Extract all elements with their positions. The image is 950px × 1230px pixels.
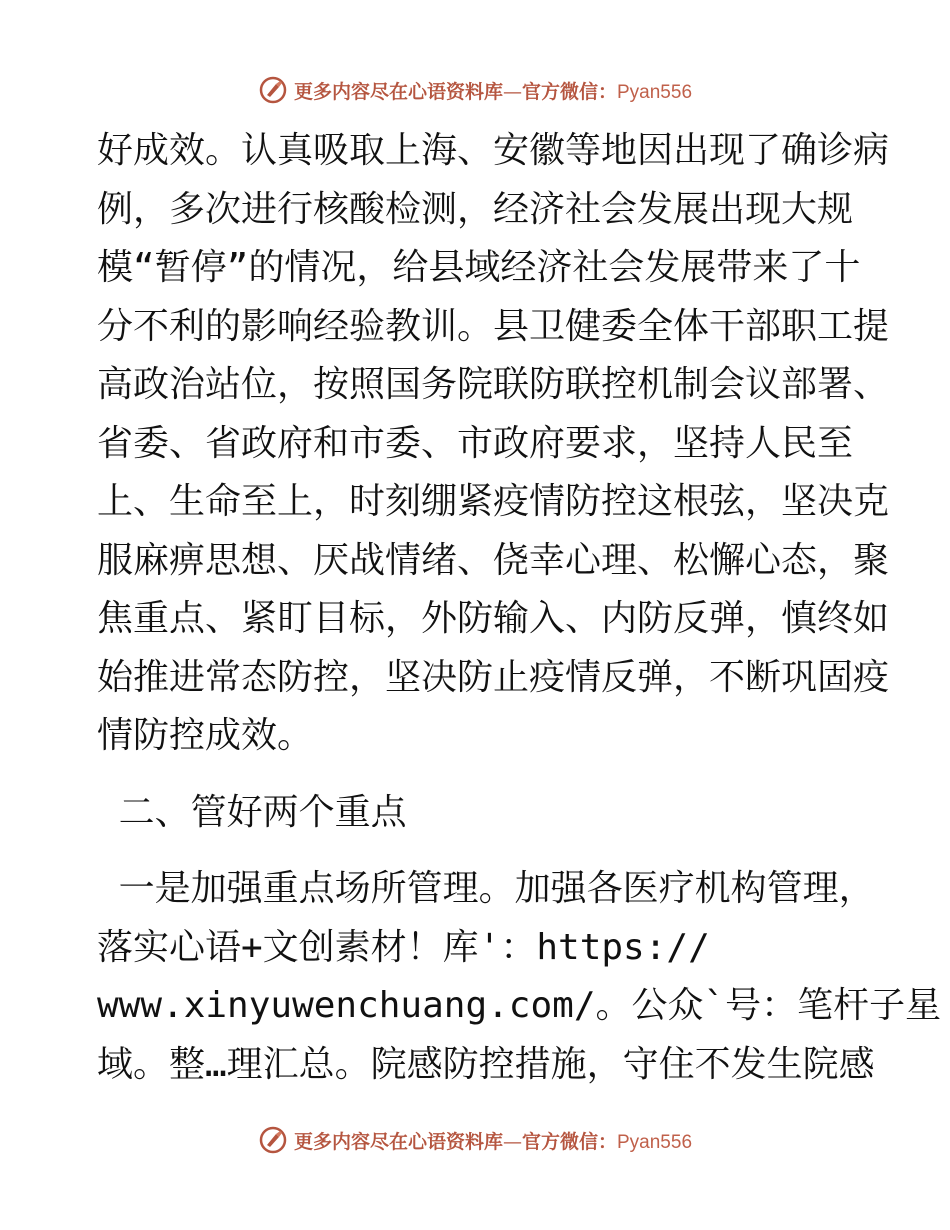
footer-watermark-banner — [0, 1122, 950, 1158]
text-line: 省委、省政府和市委、市政府要求，坚持人民至 — [97, 422, 854, 464]
text-line: 情防控成效。 — [97, 715, 314, 756]
text-line: 焦重点、紧盯目标，外防输入、内防反弹，慎终如 — [97, 598, 890, 639]
paragraph-1 — [97, 122, 890, 766]
text-line: 例，多次进行核酸检测，经济社会发展出现大规 — [97, 188, 854, 230]
text-line: 一是加强重点场所管理。加强各医疗机构管理， — [97, 868, 875, 909]
header-banner-text: 更多内容尽在心语资料库—官方微信：Pyan556 — [293, 80, 693, 103]
text-line: 分不利的影响经验教训。县卫健委全体干部职工提 — [97, 305, 890, 347]
text-line: 落实心语+文创素材！库'：https:// — [97, 926, 710, 968]
text-line: www.xinyuwenchuang.com/。公众`号：笔杆子星 — [97, 985, 942, 1026]
text-line: 模“暂停”的情况，给县域经济社会发展带来了十 — [97, 247, 861, 288]
text-line: 好成效。认真吸取上海、安徽等地因出现了确诊病 — [97, 130, 890, 171]
section-heading: 二、管好两个重点 — [97, 791, 407, 833]
footer-banner-text: 更多内容尽在心语资料库—官方微信：Pyan556 — [293, 1130, 693, 1153]
text-line: 服麻痹思想、厌战情绪、侥幸心理、松懈心态，聚 — [97, 539, 890, 581]
xinyu-logo-icon — [258, 1125, 288, 1155]
text-line: 高政治站位，按照国务院联防联控机制会议部署、 — [97, 364, 890, 405]
document-body — [97, 122, 942, 1094]
text-line: 域。整…理汇总。院感防控措施，守住不发生院感 — [97, 1043, 875, 1085]
header-watermark-banner — [0, 72, 950, 108]
text-line: 上、生命至上，时刻绷紧疫情防控这根弦，坚决克 — [97, 481, 890, 522]
text-line: 始推进常态防控，坚决防止疫情反弹，不断巩固疫 — [97, 656, 890, 698]
xinyu-logo-icon — [258, 75, 288, 105]
paragraph-2 — [97, 860, 942, 1094]
